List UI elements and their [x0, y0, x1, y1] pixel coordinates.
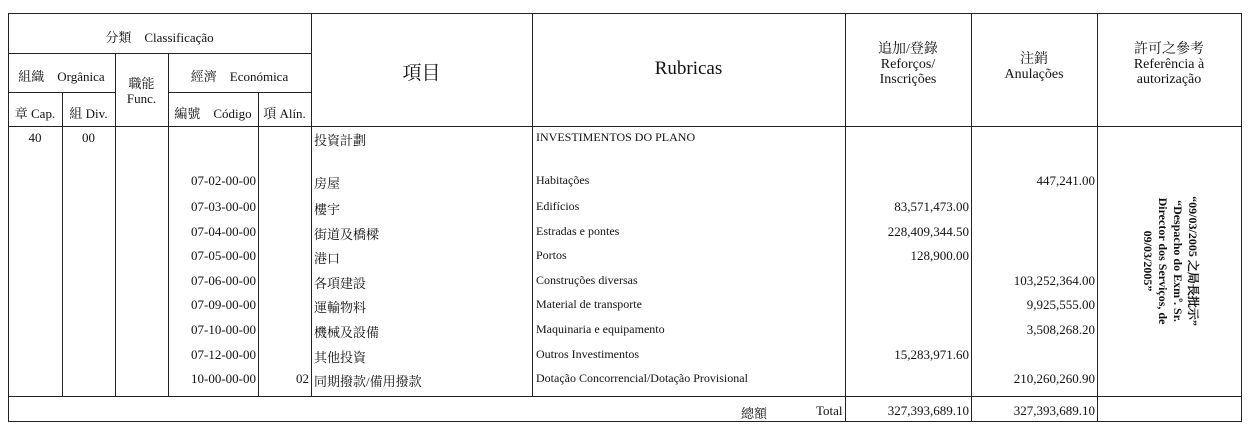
line-header-2b: [168, 92, 311, 93]
authorization-cell: [1097, 126, 1242, 396]
cell-rubrica: Material de transporte: [536, 297, 642, 311]
cell-cap: 40: [28, 130, 42, 145]
cell-rubrica: Construções diversas: [536, 273, 638, 287]
cell-rubrica: Estradas e pontes: [536, 224, 620, 238]
cell-codigo: 07-05-00-00: [191, 248, 256, 263]
cell-item: 機械及設備: [314, 325, 380, 340]
cell-codigo: 07-12-00-00: [191, 347, 256, 362]
border-bottom: [8, 421, 1241, 422]
codigo-header: 編號 Código: [174, 106, 252, 121]
cell-reforco: 128,900.00: [910, 248, 969, 263]
cell-rubrica: Dotação Concorrencial/Dotação Provisional: [536, 371, 748, 385]
cell-anulacao: 9,925,555.00: [1026, 297, 1095, 312]
cell-item: 投資計劃: [314, 133, 367, 148]
total-reforco: 327,393,689.10: [887, 403, 969, 418]
cell-anulacao: 447,241.00: [1036, 173, 1095, 188]
cell-anulacao: 103,252,364.00: [1013, 273, 1095, 288]
alin-header: 項 Alín.: [263, 106, 306, 121]
autorizacao-header: 許可之參考 Referência à autorização: [1133, 42, 1205, 87]
cell-rubrica: Habitações: [536, 173, 590, 187]
cell-reforco: 228,409,344.50: [887, 224, 969, 239]
cell-anulacao: 210,260,260.90: [1013, 371, 1095, 386]
vline-codigo-alin: [258, 92, 259, 396]
item-header: 項目: [402, 63, 441, 84]
func-header: 職能 Func.: [126, 76, 157, 106]
cell-rubrica: Portos: [536, 248, 567, 262]
rubricas-header: Rubricas: [654, 58, 723, 79]
cell-item: 各項建設: [314, 276, 367, 291]
cell-codigo: 07-03-00-00: [191, 199, 256, 214]
cell-item: 街道及橋樑: [314, 227, 380, 242]
reforcos-header: 追加/登錄 Reforços/ Inscrições: [878, 42, 938, 87]
cell-rubrica: Outros Investimentos: [536, 347, 639, 361]
total-label-pt: Total: [816, 403, 843, 418]
cell-codigo: 07-09-00-00: [191, 297, 256, 312]
cell-div: 00: [82, 130, 95, 145]
total-anulacao: 327,393,689.10: [1013, 403, 1095, 418]
cell-item: 房屋: [314, 176, 341, 191]
cell-reforco: 83,571,473.00: [894, 199, 969, 214]
authorization-text: “09/03/2005 之局長批示” “Despacho do Exmº. Sr. Director dos Serviços, de 09/03/2005”: [1140, 196, 1200, 326]
cell-item: 港口: [314, 251, 341, 266]
cell-codigo: 10-00-00-00: [191, 371, 256, 386]
cell-codigo: 07-02-00-00: [191, 173, 256, 188]
organica-header: 組織 Orgânica: [18, 69, 105, 84]
cell-codigo: 07-06-00-00: [191, 273, 256, 288]
cell-codigo: 07-10-00-00: [191, 322, 256, 337]
cell-item: 運輸物料: [314, 300, 367, 315]
div-header: 組 Div.: [69, 106, 108, 121]
cell-reforco: 15,283,971.60: [894, 347, 969, 362]
cell-codigo: 07-04-00-00: [191, 224, 256, 239]
cell-item: 同期撥款/備用撥款: [314, 374, 422, 389]
total-label-zh: 總額: [741, 406, 768, 421]
border-top: [8, 13, 1241, 14]
cell-item: 其他投資: [314, 350, 367, 365]
economica-header: 經濟 Económica: [190, 69, 289, 84]
cell-alin: 02: [296, 371, 309, 386]
cell-anulacao: 3,508,268.20: [1026, 322, 1095, 337]
line-header-1: [8, 53, 311, 54]
classification-header: 分類 Classificação: [105, 30, 214, 45]
anulacoes-header: 注銷 Anulações: [1004, 52, 1064, 82]
cell-rubrica: Maquinaria e equipamento: [536, 322, 665, 336]
cell-rubrica: INVESTIMENTOS DO PLANO: [536, 130, 696, 144]
line-total-top: [8, 396, 1241, 397]
cell-item: 樓宇: [314, 202, 341, 217]
cell-rubrica: Edifícios: [536, 199, 580, 213]
cap-header: 章 Cap.: [14, 106, 56, 121]
line-header-end: [8, 126, 1241, 127]
